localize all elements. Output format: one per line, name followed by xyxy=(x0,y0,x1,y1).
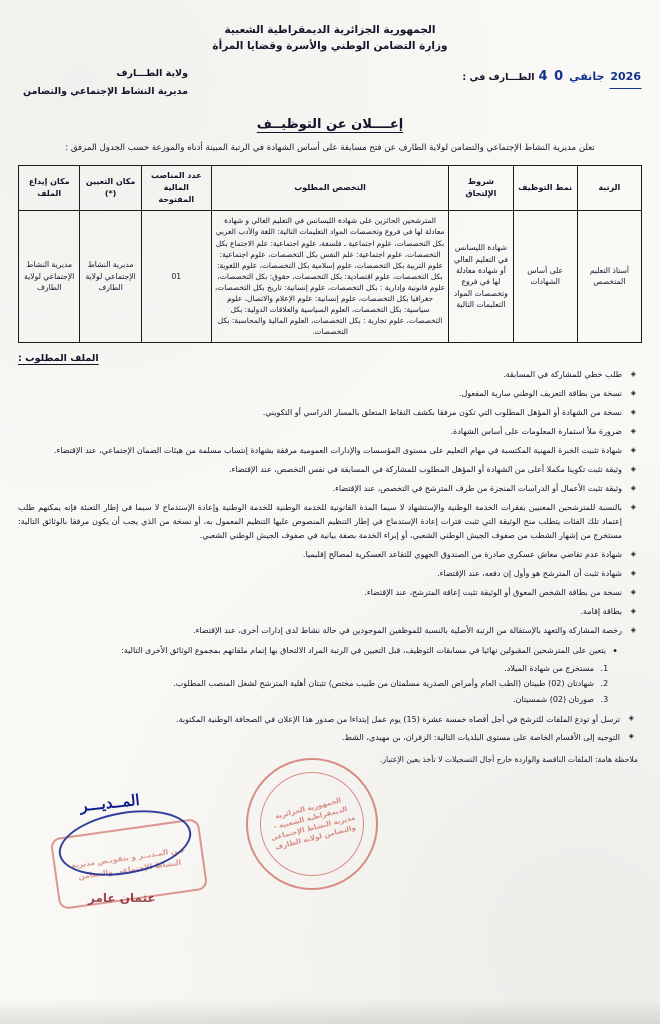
list-item: 1. مستخرج من شهادة الميلاد. xyxy=(18,661,598,676)
list-item: ◈ وثيقة تثبت الأعمال أو الدراسات المنجزة من طرف المترشح في التخصص، عند الإقتضاء. xyxy=(18,482,638,496)
page-edge-shadow xyxy=(0,998,660,1024)
date-block xyxy=(458,65,642,90)
th-mode: نمط التوظيف xyxy=(513,166,577,211)
cell-specialty: المترشحين الحائزين على شهادة الليسانس في التعليم العالي و شهادة معادلة لها في فروع وتخصصات المواد التعليمات التالية: اللغة والأدب العربي بكل التخصصات، علوم اجتماعية ـ فلسفة، علوم اجتماعية: علم الاجتماع بكل التخصصات، علوم اجتماعية: علم النفس بكل التخصصات، علوم اجتماعية: علوم التربية بكل التخصصات، علوم إسلامية بكل التخصصات، علوم اللغوية: بكل التخصصات، علوم اقتصادية: بكل التخصصات، حقوق: بكل التخصصات، علوم قانونية وإدارية : بكل التخصصات، علوم إنسانية: تاريخ بكل التخصصات، جغرافيا بكل التخصصات، علوم إنسانية: علوم الإعلام والاتصال، علوم سياسية: بكل التخصصات، العلوم السياسية والعلاقات الدولية: بكل التخصصات، علوم تجارية : بكل التخصصات، العلوم المالية والمحاسبة: بكل التخصصات. xyxy=(211,211,449,342)
page-title: إعــــلان عن التوظيــف xyxy=(256,116,404,132)
header-row xyxy=(18,65,642,101)
positions-table xyxy=(18,165,642,342)
th-posts: عدد المناصب المالية المفتوحة xyxy=(141,166,211,211)
municipalities-note: ◈ التوجيه إلى الأقسام الخاصة على مستوى البلديات التالية: الزفران، بن مهيدي، الشط. xyxy=(18,731,636,745)
directorate-block xyxy=(18,65,194,101)
date-month: جانفي xyxy=(569,69,605,83)
cell-posts: 01 xyxy=(141,211,211,342)
list-item: ◈ وثيقة تثبت تكوينا مكملا أعلى من الشهادة أو المؤهل المطلوب للمشاركة في المسابقة في نفس التخصص، عند الإقتضاء. xyxy=(18,463,638,477)
list-item: 3. صورتان (02) شمسيتان. xyxy=(18,692,598,707)
round-stamp xyxy=(232,744,392,904)
th-specialty: التخصص المطلوب xyxy=(211,166,449,211)
signatory-name: عثمان عامر xyxy=(88,891,156,906)
cell-rank: أستاذ التعليم المتخصص xyxy=(577,211,641,342)
important-note: ملاحظة هامة: الملفات الناقصة والواردة خارج أجال التسجيلات لا تأخذ بعين الإعتبار. xyxy=(379,754,638,764)
list-item: ◈ شهادة عدم تقاضي معاش عسكري صادرة من الصندوق الجهوي للتقاعد العسكرية لمصالح إقليميا. xyxy=(18,548,638,562)
date-day: 0 4 xyxy=(538,68,565,84)
list-item: ◈ شهادة تثبت أن المترشح هو وأول إن دفعه، عند الإقتضاء. xyxy=(18,567,638,581)
list-item: ◈ نسخة من بطاقة الشخص المعوق أو الوثيقة تثبت إعاقة المترشح، عند الإقتضاء. xyxy=(18,586,638,600)
round-stamp-text: الجمهورية الجزائرية الديمقراطية الشعبية - مديرية النشاط الإجتماعي والتضامن لولاية الطارف xyxy=(249,761,375,887)
requirements-list xyxy=(18,368,642,638)
th-rank: الرتبة xyxy=(577,166,641,211)
list-item: ◈ ضرورة ملأ استمارة المعلومات على أساس الشهادة. xyxy=(18,425,638,439)
cell-conditions: شهادة الليسانس في التعليم العالي أو شهادة معادلة لها في فروع وتخصصات المواد التعليمات التالية xyxy=(449,211,513,342)
intro-paragraph: تعلن مديرية النشاط الإجتماعي والتضامن لولاية الطارف عن فتح مسابقة على أساس الشهادة في الرتبة المبينة أدناه والموزعة حسب الجدول المرفق : xyxy=(65,142,595,153)
signature-area xyxy=(18,772,642,907)
list-item: ◈ نسخة من الشهادة أو المؤهل المطلوب التي تكون مرفقا بكشف النقاط المتعلق بالمسار الدراسي أو التكويني. xyxy=(18,406,638,420)
list-item: ◈ طلب خطي للمشاركة في المسابقة. xyxy=(18,368,638,382)
wilaya-name: ولاية الطـــارف xyxy=(116,67,188,79)
directorate-name: مديرية النشاط الإجتماعي والتضامن xyxy=(23,85,188,97)
table-header-row xyxy=(19,166,642,211)
signature-title: المــديـــر xyxy=(79,790,141,816)
requirements-title: الملف المطلوب : xyxy=(18,352,99,364)
deadline-note: ◈ ترسل أو تودع الملفات للترشح في أجل أقصاه خمسة عشرة (15) يوم عمل إبتداءا من صدور هذا الإعلان في الصحافة الوطنية المكتوبة. xyxy=(18,713,636,727)
th-assignment: مكان التعيين (*) xyxy=(80,166,141,211)
rect-stamp: عـن المـديــر و بتفويـض مديرية النشاط الإجتماعي والتضامن xyxy=(50,818,209,910)
list-item: ◈ شهادة تثبيت الخبرة المهنية المكتسبة في مهام التعليم على مستوى المؤسسات والإدارات العمومية مرفقة بشهادة إنتساب مسلمة من هيئات الضمان الإجتماعي، عند الإقتضاء. xyxy=(18,444,638,458)
national-header xyxy=(18,22,642,55)
final-documents-list xyxy=(18,661,598,707)
list-item: ◈ بالنسبة للمترشحين المعنيين بفقرات الخدمة الوطنية والإستشهاد لا سيما المدة القانونية للخدمة الوطنية للخدمة الوطنية وإعادة الإستدماج لا سيما في إطار التعبئة فإنه يمكنهم طلب إعتماد تلك الفئات يتطلب منح الوثيقة التي تثبت فترات إعادة الإستدماج في إطار التنظيم المنصوص عليها التنظيم المعمول به، أو نسخة من الذي يجب أن يكون مرفقا بالوثائق التالية: مستخرج من إشهار الشطب من صفوف الجيش الوطني الشعبي، أو إبراء الخدمة بصفة بيانية في صفوف الجيش الوطني الشعبي. xyxy=(18,501,638,543)
header-line-1: الجمهورية الجزائرية الديمقراطية الشعبية xyxy=(224,24,436,36)
th-conditions: شروط الإلتحاق xyxy=(449,166,513,211)
cell-mode: على أساس الشهادات xyxy=(513,211,577,342)
date-label: الطـــارف في : xyxy=(462,71,535,83)
list-item: ◈ رخصة المشاركة والتعهد بالإستقالة من الرتبة الأصلية بالنسبة للموظفين الموجودين في حالة نشاط لدى إدارات أخرى، عند الإقتضاء. xyxy=(18,624,638,638)
final-documents-note: • يتعين على المترشحين المقبولين نهائيا في مسابقات التوظيف، قبل التعيين في الرتبة المراد الالتحاق بها إتمام ملفاتهم بمجموع الوثائق الأخرى التالية: xyxy=(18,644,622,658)
cell-assignment: مديرية النشاط الإجتماعي لولاية الطارف xyxy=(80,211,141,342)
cell-filing: مديرية النشاط الإجتماعي لولاية الطارف xyxy=(19,211,80,342)
list-item: ◈ نسخة من بطاقة التعريف الوطني سارية المفعول. xyxy=(18,387,638,401)
date-year: 2026 xyxy=(609,66,642,90)
table-row xyxy=(19,211,642,342)
list-item: ◈ بطاقة إقامة. xyxy=(18,605,638,619)
list-item: 2. شهادتان (02) طبيتان (الطب العام وأمراض الصدرية مسلمتان من طبيب مختص) تثبتان أهلية المترشح لشغل المنصب المطلوب. xyxy=(18,676,598,691)
th-filing: مكان إيداع الملف xyxy=(19,166,80,211)
header-line-2: وزارة التضامن الوطني والأسرة وقضايا المرأة xyxy=(212,40,448,53)
